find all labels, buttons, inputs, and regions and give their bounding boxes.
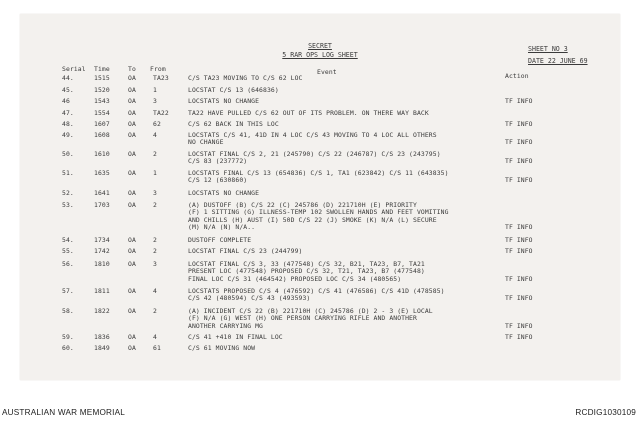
from-cell: 62 bbox=[153, 120, 161, 128]
time-cell: 1742 bbox=[94, 247, 110, 255]
table-row bbox=[20, 237, 620, 247]
table-row bbox=[20, 345, 620, 355]
time-cell: 1641 bbox=[94, 189, 110, 197]
action-cell: TF INFO bbox=[505, 138, 533, 147]
table-row bbox=[20, 334, 620, 344]
table-row bbox=[20, 121, 620, 131]
event-line: LOCSTATS C/S 41, 41D IN 4 LOC C/S 43 MOVING TO 4 LOC ALL OTHERS bbox=[188, 131, 437, 139]
serial-cell: 58. bbox=[62, 307, 74, 315]
time-cell: 1822 bbox=[94, 307, 110, 315]
action-cell: TF INFO bbox=[505, 274, 533, 283]
serial-cell: 48. bbox=[62, 120, 74, 128]
serial-cell: 51. bbox=[62, 169, 74, 177]
event-line: LOCSTATS NO CHANGE bbox=[188, 97, 260, 105]
from-cell: 61 bbox=[153, 344, 161, 352]
event-line: NO CHANGE bbox=[188, 138, 224, 147]
table-row bbox=[20, 260, 620, 283]
serial-cell: 59. bbox=[62, 333, 74, 341]
serial-cell: 52. bbox=[62, 189, 74, 197]
to-cell: OA bbox=[128, 333, 136, 341]
event-line: (F) 1 SITTING (G) ILLNESS-TEMP 102 SWOLLEN HANDS AND FEET VOMITING bbox=[188, 208, 449, 217]
from-cell: 3 bbox=[153, 260, 157, 268]
time-cell: 1703 bbox=[94, 201, 110, 209]
col-serial-header: Serial bbox=[62, 65, 86, 73]
serial-cell: 49. bbox=[62, 131, 74, 139]
time-cell: 1608 bbox=[94, 131, 110, 139]
from-cell: TA22 bbox=[153, 109, 169, 117]
event-line: LOCSTAT C/S 13 (646836) bbox=[188, 86, 279, 94]
serial-cell: 47. bbox=[62, 109, 74, 117]
time-cell: 1515 bbox=[94, 74, 110, 82]
action-cell: TF INFO bbox=[505, 333, 533, 341]
table-row bbox=[20, 131, 620, 147]
action-cell: TF INFO bbox=[505, 321, 533, 330]
to-cell: OA bbox=[128, 131, 136, 139]
event-line: TA22 HAVE PULLED C/S 62 OUT OF ITS PROBLEM. ON THERE WAY BACK bbox=[188, 109, 429, 117]
from-cell: TA23 bbox=[153, 74, 169, 82]
from-cell: 1 bbox=[153, 86, 157, 94]
to-cell: OA bbox=[128, 109, 136, 117]
col-to-header: To bbox=[128, 65, 136, 73]
time-cell: 1734 bbox=[94, 236, 110, 244]
to-cell: OA bbox=[128, 287, 136, 295]
col-event-header: Event bbox=[317, 68, 337, 76]
event-line: LOCSTAT FINAL C/S 2, 21 (245790) C/S 22 (246787) C/S 23 (243795) bbox=[188, 150, 441, 158]
table-row bbox=[20, 110, 620, 120]
from-cell: 2 bbox=[153, 236, 157, 244]
action-cell: TF INFO bbox=[505, 236, 533, 244]
action-cell: TF INFO bbox=[505, 176, 533, 185]
time-cell: 1520 bbox=[94, 86, 110, 94]
action-cell: TF INFO bbox=[505, 97, 533, 105]
time-cell: 1607 bbox=[94, 120, 110, 128]
log-sheet bbox=[20, 14, 620, 380]
event-line: C/S 41 +410 IN FINAL LOC bbox=[188, 333, 283, 341]
serial-cell: 44. bbox=[62, 74, 74, 82]
from-cell: 2 bbox=[153, 201, 157, 209]
event-line: C/S 42 (480594) C/S 43 (493593) bbox=[188, 294, 311, 303]
action-cell: TF INFO bbox=[505, 247, 533, 255]
to-cell: OA bbox=[128, 344, 136, 352]
from-cell: 4 bbox=[153, 287, 157, 295]
serial-cell: 46 bbox=[62, 97, 70, 105]
event-line: (A) DUSTOFF (B) C/S 22 (C) 245786 (D) 221710H (E) PRIORITY bbox=[188, 201, 417, 209]
col-time-header: Time bbox=[94, 65, 110, 73]
serial-cell: 53. bbox=[62, 201, 74, 209]
to-cell: OA bbox=[128, 169, 136, 177]
from-cell: 2 bbox=[153, 307, 157, 315]
action-cell: TF INFO bbox=[505, 294, 533, 303]
table-row bbox=[20, 150, 620, 166]
serial-cell: 60. bbox=[62, 344, 74, 352]
col-from-header: From bbox=[150, 65, 166, 73]
event-line: DUSTOFF COMPLETE bbox=[188, 236, 252, 244]
to-cell: OA bbox=[128, 120, 136, 128]
page-title: 5 RAR OPS LOG SHEET bbox=[282, 51, 358, 59]
action-cell: TF INFO bbox=[505, 120, 533, 128]
from-cell: 3 bbox=[153, 97, 157, 105]
serial-cell: 57. bbox=[62, 287, 74, 295]
event-line: C/S 61 MOVING NOW bbox=[188, 344, 256, 352]
table-row bbox=[20, 87, 620, 97]
classification-heading: SECRET bbox=[308, 42, 332, 50]
event-line: C/S 83 (237772) bbox=[188, 157, 248, 166]
event-line: LOCSTAT FINAL C/S 3, 33 (477548) C/S 32, B21, TA23, B7, TA21 bbox=[188, 260, 425, 268]
sheet-date: DATE 22 JUNE 69 bbox=[528, 57, 588, 65]
serial-cell: 56. bbox=[62, 260, 74, 268]
event-line: ANOTHER CARRYING MG bbox=[188, 321, 264, 330]
from-cell: 2 bbox=[153, 150, 157, 158]
serial-cell: 55. bbox=[62, 247, 74, 255]
event-line: C/S 12 (630860) bbox=[188, 176, 248, 185]
to-cell: OA bbox=[128, 247, 136, 255]
footer-source: AUSTRALIAN WAR MEMORIAL bbox=[2, 408, 126, 417]
time-cell: 1635 bbox=[94, 169, 110, 177]
event-line: LOCSTATS FINAL C/S 13 (654836) C/S 1, TA1 (623842) C/S 11 (643835) bbox=[188, 169, 449, 177]
from-cell: 4 bbox=[153, 333, 157, 341]
time-cell: 1543 bbox=[94, 97, 110, 105]
to-cell: OA bbox=[128, 86, 136, 94]
event-line: AND CHILLS (H) AUST (I) 50D C/S 22 (J) SMOKE (K) N/A (L) SECURE bbox=[188, 215, 437, 224]
time-cell: 1554 bbox=[94, 109, 110, 117]
table-row bbox=[20, 287, 620, 303]
time-cell: 1610 bbox=[94, 150, 110, 158]
table-row bbox=[20, 98, 620, 108]
to-cell: OA bbox=[128, 150, 136, 158]
time-cell: 1811 bbox=[94, 287, 110, 295]
action-cell: TF INFO bbox=[505, 222, 533, 231]
from-cell: 3 bbox=[153, 189, 157, 197]
event-line: LOCSTATS PROPOSED C/S 4 (476592) C/S 41 (476586) C/S 41D (478585) bbox=[188, 287, 445, 295]
time-cell: 1810 bbox=[94, 260, 110, 268]
time-cell: 1849 bbox=[94, 344, 110, 352]
to-cell: OA bbox=[128, 307, 136, 315]
serial-cell: 50. bbox=[62, 150, 74, 158]
event-line: LOCSTATS NO CHANGE bbox=[188, 189, 260, 197]
table-row bbox=[20, 248, 620, 258]
event-line: C/S TA23 MOVING TO C/S 62 LOC bbox=[188, 74, 303, 82]
serial-cell: 54. bbox=[62, 236, 74, 244]
to-cell: OA bbox=[128, 74, 136, 82]
event-line: (A) INCIDENT C/S 22 (B) 221710H (C) 245786 (D) 2 - 3 (E) LOCAL bbox=[188, 307, 433, 315]
event-line: LOCSTAT FINAL C/S 23 (244799) bbox=[188, 247, 303, 255]
serial-cell: 45. bbox=[62, 86, 74, 94]
from-cell: 2 bbox=[153, 247, 157, 255]
from-cell: 1 bbox=[153, 169, 157, 177]
event-line: (M) N/A (N) N/A.. bbox=[188, 222, 256, 231]
time-cell: 1836 bbox=[94, 333, 110, 341]
table-row bbox=[20, 201, 620, 231]
action-cell: TF INFO bbox=[505, 157, 533, 166]
table-row bbox=[20, 307, 620, 330]
to-cell: OA bbox=[128, 97, 136, 105]
sheet-number: SHEET NO 3 bbox=[528, 45, 568, 53]
to-cell: OA bbox=[128, 201, 136, 209]
event-line: C/S 62 BACK IN THIS LOC bbox=[188, 120, 279, 128]
col-action-header: Action bbox=[505, 72, 529, 80]
event-line: FINAL LOC C/S 31 (464542) PROPOSED LOC C/S 34 (480565) bbox=[188, 274, 402, 283]
to-cell: OA bbox=[128, 189, 136, 197]
event-line: (F) N/A (G) WEST (H) ONE PERSON CARRYING RIFLE AND ANOTHER bbox=[188, 314, 417, 323]
footer-reference: RCDIG1030109 bbox=[575, 408, 636, 417]
event-line: PRESENT LOC (477548) PROPOSED C/S 32, T21, TA23, B7 (477548) bbox=[188, 267, 425, 276]
from-cell: 4 bbox=[153, 131, 157, 139]
to-cell: OA bbox=[128, 260, 136, 268]
table-row bbox=[20, 169, 620, 185]
to-cell: OA bbox=[128, 236, 136, 244]
table-row bbox=[20, 190, 620, 200]
